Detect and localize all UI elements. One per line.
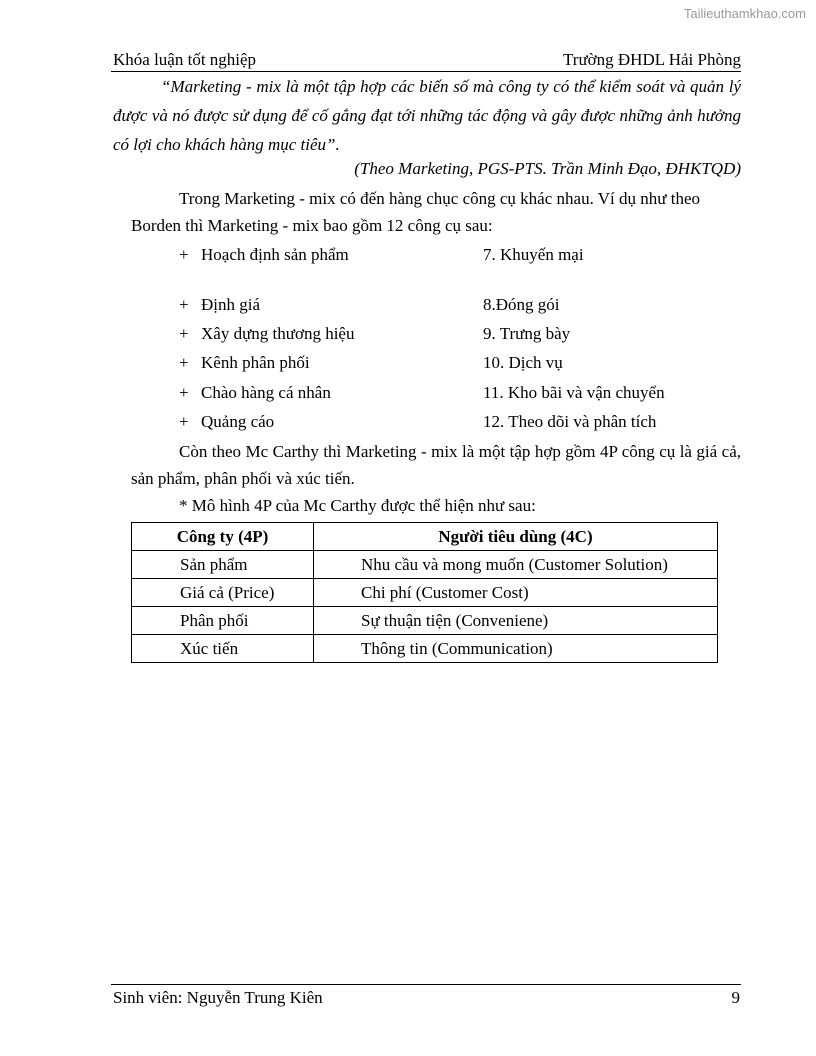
table-row: [132, 551, 718, 579]
column-header-company: Công ty (4P): [132, 523, 314, 551]
bullet-plus: +: [179, 245, 189, 264]
tool-label: Hoạch định sản phẩm: [201, 245, 349, 264]
model-4p-4c-table: [131, 522, 718, 663]
bullet-plus: +: [179, 295, 189, 314]
bullet-plus: +: [179, 412, 189, 431]
footer-student-name: Sinh viên: Nguyễn Trung Kiên: [113, 988, 323, 1007]
footer-divider: [111, 984, 741, 985]
model-4p-intro: * Mô hình 4P của Mc Carthy được thể hiện như sau:: [179, 496, 536, 515]
quote-source: (Theo Marketing, PGS-PTS. Trần Minh Đạo, ĐHKTQD): [354, 159, 741, 178]
column-header-consumer: Người tiêu dùng (4C): [314, 523, 718, 551]
table-cell: Xúc tiến: [132, 635, 314, 663]
page-number: 9: [731, 988, 740, 1007]
bullet-plus: +: [179, 353, 189, 372]
paragraph-mccarthy: Còn theo Mc Carthy thì Marketing - mix là một tập hợp gồm 4P công cụ là giá cả, sản phẩm, phân phối và xúc tiến.: [131, 442, 741, 488]
table-row: [132, 607, 718, 635]
table-cell: Chi phí (Customer Cost): [314, 579, 718, 607]
tool-label: Quảng cáo: [201, 412, 275, 431]
table-cell: Nhu cầu và mong muốn (Customer Solution): [314, 551, 718, 579]
watermark-text: Tailieuthamkhao.com: [683, 6, 806, 21]
tool-item-right: 11. Kho bãi và vận chuyển: [483, 383, 665, 402]
table-cell: Sản phẩm: [132, 551, 314, 579]
table-cell: Phân phối: [132, 607, 314, 635]
tool-item-right: 8.Đóng gói: [483, 295, 560, 314]
tool-label: Kênh phân phối: [201, 353, 310, 372]
paragraph-borden-intro: Trong Marketing - mix có đến hàng chục công cụ khác nhau. Ví dụ như theo Borden thì Marketing - mix bao gồm 12 công cụ sau:: [131, 189, 700, 235]
bullet-plus: +: [179, 383, 189, 402]
tool-item-right: 9. Trưng bày: [483, 324, 571, 343]
tool-item-right: 12. Theo dõi và phân tích: [483, 412, 657, 431]
table-row: [132, 579, 718, 607]
table-header-row: [132, 523, 718, 551]
table-cell: Thông tin (Communication): [314, 635, 718, 663]
table-cell: Giá cả (Price): [132, 579, 314, 607]
tool-label: Định giá: [201, 295, 261, 314]
bullet-plus: +: [179, 324, 189, 343]
marketing-mix-quote: “Marketing - mix là một tập hợp các biến số mà công ty có thể kiểm soát và quản lý được và nó được sử dụng để cố gắng đạt tới những tác động và gây được những ảnh hưởng có lợi cho khách hàng mục tiêu”.: [113, 77, 741, 154]
header-university: Trường ĐHDL Hải Phòng: [563, 50, 741, 69]
header-thesis-title: Khóa luận tốt nghiệp: [113, 50, 257, 69]
tool-item-right: 7. Khuyến mại: [483, 245, 584, 264]
table-cell: Sự thuận tiện (Conveniene): [314, 607, 718, 635]
tool-label: Chào hàng cá nhân: [201, 383, 331, 402]
tool-label: Xây dựng thương hiệu: [201, 324, 355, 343]
tool-item-right: 10. Dịch vụ: [483, 353, 563, 372]
table-row: [132, 635, 718, 663]
